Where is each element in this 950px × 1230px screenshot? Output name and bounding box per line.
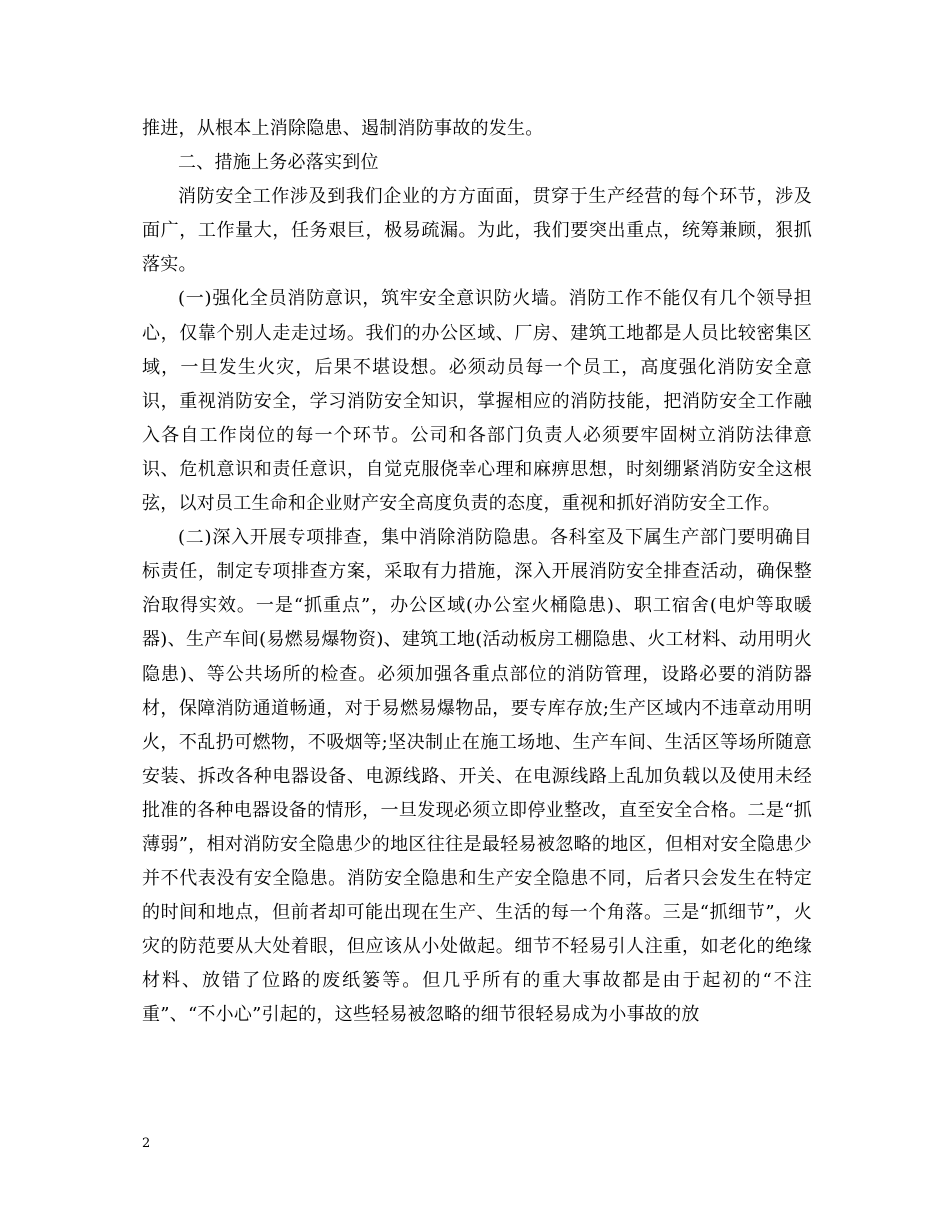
section-heading: 二、措施上务必落实到位 [178, 152, 379, 174]
document-body [142, 112, 812, 1033]
paragraph-item-2: (二)深入开展专项排查，集中消除消防隐患。各科室及下属生产部门要明确目标责任，制定专项排查方案，采取有力措施，深入开展消防安全排查活动，确保整治取得实效。一是“抓重点”，办公区域(办公室火桶隐患)、职工宿舍(电炉等取暖器)、生产车间(易燃易爆物资)、建筑工地(活动板房工棚隐患、火工材料、动用明火隐患)、等公共场所的检查。必须加强各重点部位的消防管理，设路必要的消防器材，保障消防通道畅通，对于易燃易爆物品，要专库存放;生产区域内不违章动用明火，不乱扔可燃物，不吸烟等;坚决制止在施工场地、生产车间、生活区等场所随意安装、拆改各种电器设备、电源线路、开关、在电源线路上乱加负载以及使用未经批准的各种电器设备的情形，一旦发现必须立即停业整改，直至安全合格。二是“抓薄弱”，相对消防安全隐患少的地区往往是最轻易被忽略的地区，但相对安全隐患少并不代表没有安全隐患。消防安全隐患和生产安全隐患不同，后者只会发生在特定的时间和地点，但前者却可能出现在生产、生活的每一个角落。三是“抓细节”，火灾的防范要从大处着眼，但应该从小处做起。细节不轻易引人注重，如老化的绝缘材料、放错了位路的废纸篓等。但几乎所有的重大事故都是由于起初的“不注重”、“不小心”引起的，这些轻易被忽略的细节很轻易成为小事故的放 [142, 527, 812, 1026]
paragraph-intro: 消防安全工作涉及到我们企业的方方面面，贯穿于生产经营的每个环节，涉及面广，工作量大，任务艰巨，极易疏漏。为此，我们要突出重点，统筹兼顾，狠抓落实。 [142, 186, 812, 276]
paragraph-continuation: 推进，从根本上消除隐患、遏制消防事故的发生。 [142, 118, 544, 139]
paragraph-item-1: (一)强化全员消防意识，筑牢安全意识防火墙。消防工作不能仅有几个领导担心，仅靠个别人走走过场。我们的办公区域、厂房、建筑工地都是人员比较密集区域，一旦发生火灾，后果不堪设想。必须动员每一个员工，高度强化消防安全意识，重视消防安全，学习消防安全知识，掌握相应的消防技能，把消防安全工作融入各自工作岗位的每一个环节。公司和各部门负责人必须要牢固树立消防法律意识、危机意识和责任意识，自觉克服侥幸心理和麻痹思想，时刻绷紧消防安全这根弦，以对员工生命和企业财产安全高度负责的态度，重视和抓好消防安全工作。 [142, 288, 812, 515]
page-number: 2 [142, 1136, 151, 1151]
